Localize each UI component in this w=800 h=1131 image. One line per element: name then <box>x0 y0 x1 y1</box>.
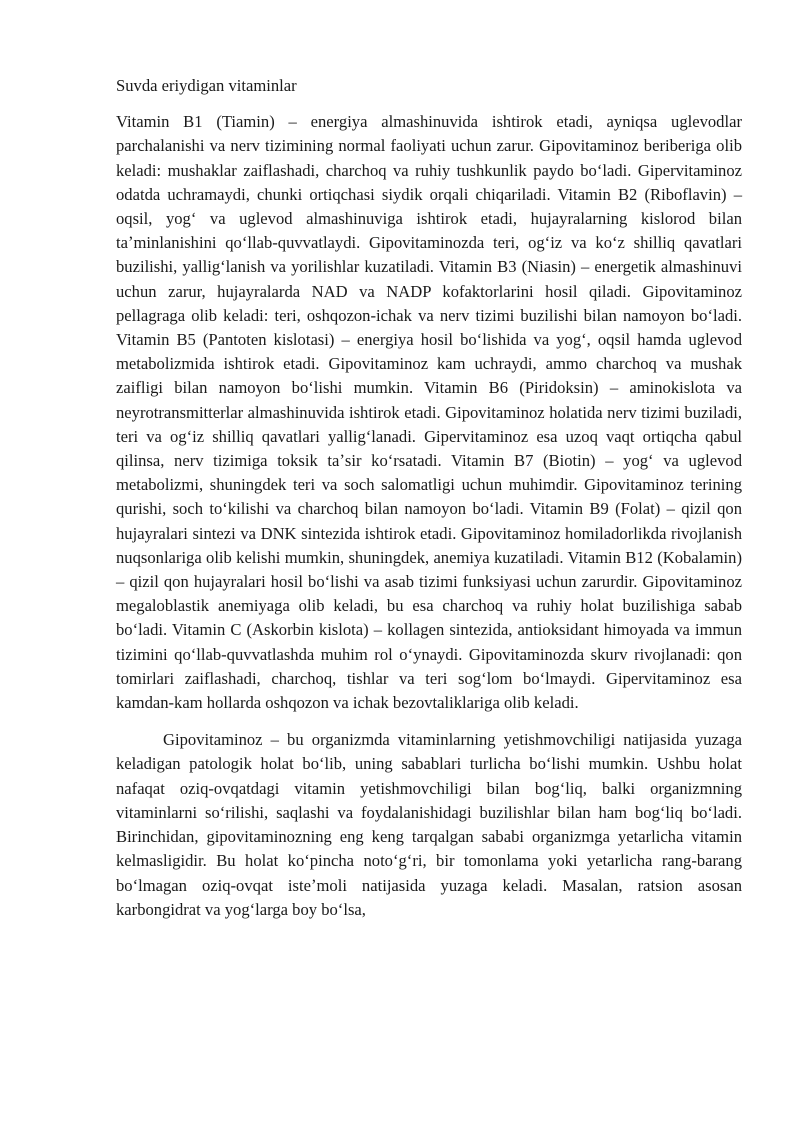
paragraph-hypovitaminosis: Gipovitaminoz – bu organizmda vitaminlarning yetishmovchiligi natijasida yuzaga keladigan patologik holat boʻlib, uning sabablari turlicha boʻlishi mumkin. Ushbu holat nafaqat oziq-ovqatdagi vitamin yetishmovchiligi bilan bogʻliq, balki organizmning vitaminlarni soʻrilishi, saqlashi va foydalanishidagi buzilishlar bilan ham bogʻliq boʻladi. Birinchidan, gipovitaminozning eng keng tarqalgan sababi organizmga yetarlicha vitamin kelmasligidir. Bu holat koʻpincha notoʻgʻri, bir tomonlama yoki yetarlicha rang-barang boʻlmagan oziq-ovqat isteʼmoli natijasida yuzaga keladi. Masalan, ratsion asosan karbongidrat va yogʻlarga boy boʻlsa, <box>116 730 742 919</box>
document-body <box>116 74 742 922</box>
paragraph-vitamins-list: Vitamin B1 (Tiamin) – energiya almashinuvida ishtirok etadi, ayniqsa uglevodlar parchalanishi va nerv tizimining normal faoliyati uchun zarur. Gipovitaminoz beriberiga olib keladi: mushaklar zaiflashadi, charchoq va ruhiy tushkunlik paydo boʻladi. Gipervitaminoz odatda uchramaydi, chunki ortiqchasi siydik orqali chiqariladi. Vitamin B2 (Riboflavin) – oqsil, yogʻ va uglevod almashinuviga ishtirok etadi, hujayralarning kislorod bilan taʼminlanishini qoʻllab-quvvatlaydi. Gipovitaminozda teri, ogʻiz va koʻz shilliq qavatlari buzilishi, yalligʻlanish va yorilishlar kuzatiladi. Vitamin B3 (Niasin) – energetik almashinuvi uchun zarur, hujayralarda NAD va NADP kofaktorlarini hosil qiladi. Gipovitaminoz pellagraga olib keladi: teri, oshqozon-ichak va nerv tizimi buzilishi bilan namoyon boʻladi. Vitamin B5 (Pantoten kislotasi) – energiya hosil boʻlishida va yogʻ, oqsil hamda uglevod metabolizmida ishtirok etadi. Gipovitaminoz kam uchraydi, ammo charchoq va mushak zaifligi bilan namoyon boʻlishi mumkin. Vitamin B6 (Piridoksin) – aminokislota va neyrotransmitterlar almashinuvida ishtirok etadi. Gipovitaminoz holatida nerv tizimi buziladi, teri va ogʻiz shilliq qavatlari yalligʻlanadi. Gipervitaminoz esa uzoq vaqt ortiqcha qabul qilinsa, nerv tizimiga toksik taʼsir koʻrsatadi. Vitamin B7 (Biotin) – yogʻ va uglevod metabolizmi, shuningdek teri va soch salomatligi uchun muhimdir. Gipovitaminoz terining qurishi, soch toʻkilishi va charchoq bilan namoyon boʻladi. Vitamin B9 (Folat) – qizil qon hujayralari sintezi va DNK sintezida ishtirok etadi. Gipovitaminoz homiladorlikda rivojlanish nuqsonlariga olib kelishi mumkin, shuningdek, anemiya kuzatiladi. Vitamin B12 (Kobalamin) – qizil qon hujayralari hosil boʻlishi va asab tizimi funksiyasi uchun zarurdir. Gipovitaminoz megaloblastik anemiyaga olib keladi, bu esa charchoq va ruhiy holat buzilishiga sabab boʻladi. Vitamin C (Askorbin kislota) – kollagen sintezida, antioksidant himoyada va immun tizimini qoʻllab-quvvatlashda muhim rol oʻynaydi. Gipovitaminozda skurv rivojlanadi: qon tomirlari zaiflashadi, charchoq, tishlar va teri sogʻlom boʻlmaydi. Gipervitaminoz esa kamdan-kam hollarda oshqozon va ichak bezovtaliklariga olib keladi. <box>116 112 742 713</box>
section-heading: Suvda eriydigan vitaminlar <box>116 76 297 95</box>
